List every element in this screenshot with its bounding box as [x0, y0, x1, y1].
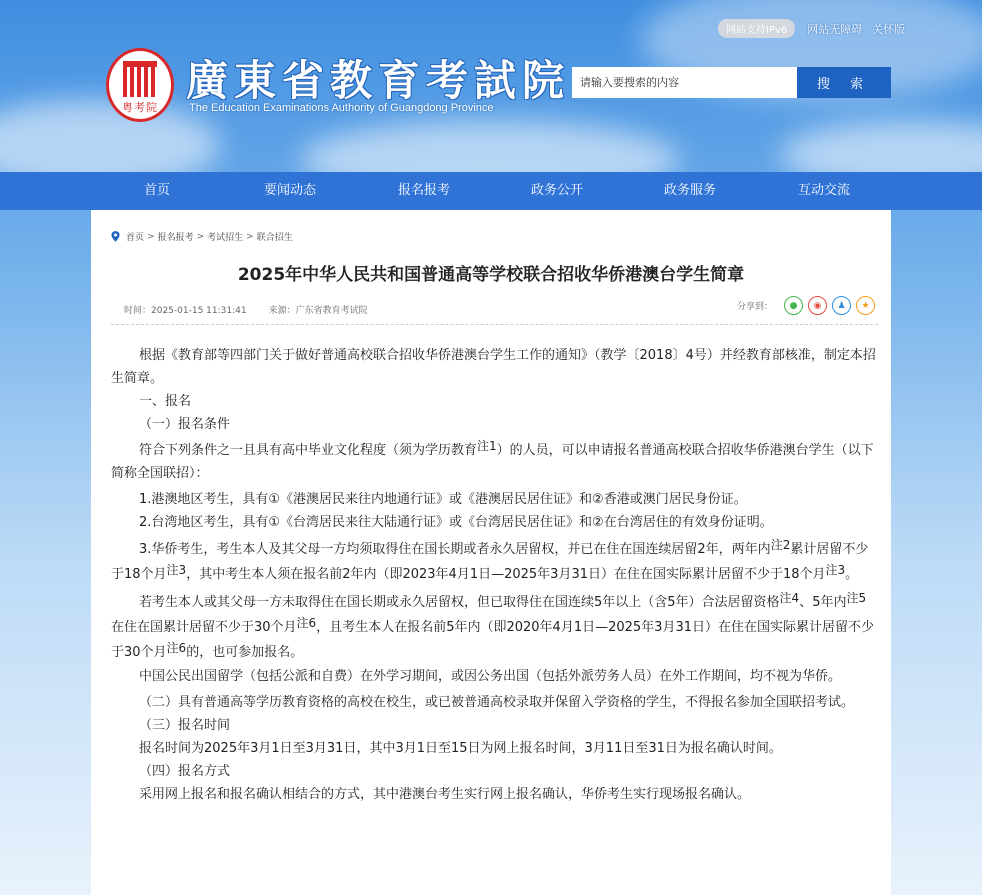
footnote-ref[interactable]: 注6	[296, 616, 317, 630]
weibo-share-icon[interactable]: ◉	[808, 296, 827, 315]
footnote-ref[interactable]: 注3	[166, 563, 187, 577]
footnote-ref[interactable]: 注2	[770, 538, 791, 552]
nav-item-services[interactable]: 政务服务	[663, 183, 717, 198]
cloud-decoration	[0, 100, 220, 172]
footnote-ref[interactable]: 注4	[779, 591, 800, 605]
breadcrumb	[111, 230, 293, 243]
section-heading: 一、报名	[139, 394, 192, 409]
article-body	[111, 344, 879, 806]
site-title[interactable]: 廣東省教育考試院	[186, 56, 571, 105]
search-box	[572, 67, 891, 98]
footnote-ref[interactable]: 注3	[825, 563, 846, 577]
article-title: 2025年中华人民共和国普通高等学校联合招收华侨港澳台学生简章	[237, 265, 745, 285]
breadcrumb-separator: >	[246, 231, 254, 242]
site-header	[0, 0, 982, 172]
subsection-heading: （一）报名条件	[139, 417, 231, 432]
breadcrumb-exam-admission[interactable]: 考试招生	[207, 233, 244, 243]
ipv6-badge: 网站支持IPv6	[718, 19, 795, 38]
list-item: 2.台湾地区考生，具有①《台湾居民来往大陆通行证》或《台湾居民居住证》和②在台湾居住的有效身份证明。	[139, 515, 773, 530]
paragraph: 采用网上报名和报名确认相结合的方式，其中港澳台考生实行网上报名确认，华侨考生实行现场报名确认。	[139, 787, 751, 802]
qq-share-icon[interactable]: ♟	[832, 296, 851, 315]
location-pin-icon	[111, 231, 120, 242]
share-bar	[737, 296, 875, 315]
breadcrumb-separator: >	[196, 231, 205, 242]
subsection-heading: （四）报名方式	[139, 764, 231, 779]
care-mode-link[interactable]: 关怀版	[872, 22, 906, 36]
breadcrumb-joint-admission[interactable]: 联合招生	[256, 233, 293, 243]
nav-item-registration[interactable]: 报名报考	[397, 183, 451, 198]
nav-item-news[interactable]: 要闻动态	[263, 183, 317, 198]
paragraph: （二）具有普通高等学历教育资格的高校在校生，或已被普通高校录取并保留入学资格的学生，不得报名参加全国联招考试。	[139, 695, 855, 710]
subsection-heading: （三）报名时间	[139, 718, 231, 733]
accessibility-link[interactable]: 网站无障碍	[807, 22, 863, 36]
nav-item-interaction[interactable]: 互动交流	[797, 183, 851, 198]
main-nav	[0, 172, 982, 210]
search-input[interactable]	[572, 67, 797, 98]
list-item: 1.港澳地区考生，具有①《港澳居民来往内地通行证》或《港澳居民居住证》和②香港或澳门居民身份证。	[139, 492, 747, 507]
article-container	[91, 210, 891, 895]
list-item: 3.华侨考生，考生本人及其父母一方均须取得住在国长期或者永久居留权，并已在住在国连续居留2年，两年内$^{注2}$累计居留不少于18个月$^{注3}$，其中考生本人须在报名前2年内（即2023年4月1日—2025年3月31日）在住在国实际累计居留不少于18个月$^{注3}$。	[111, 538, 869, 582]
paragraph: 报名时间为2025年3月1日至3月31日，其中3月1日至15日为网上报名时间，3月11日至31日为报名确认时间。	[139, 741, 782, 756]
top-links	[718, 19, 915, 38]
article-meta	[124, 303, 372, 316]
article-source: 来源：广东省教育考试院	[268, 306, 368, 316]
nav-item-public-affairs[interactable]: 政务公开	[530, 183, 584, 198]
search-button[interactable]: 搜 索	[797, 67, 891, 98]
breadcrumb-separator: >	[147, 231, 155, 242]
site-logo-emblem[interactable]	[106, 48, 174, 122]
paragraph: 符合下列条件之一且具有高中毕业文化程度（须为学历教育$^{注1}$）的人员，可以申请报名普通高校联合招收华侨港澳台学生（以下简称全国联招）：	[111, 439, 874, 481]
breadcrumb-registration[interactable]: 报名报考	[157, 233, 194, 243]
emblem-text: 粤考院	[122, 101, 158, 114]
paragraph: 根据《教育部等四部门关于做好普通高校联合招收华侨港澳台学生工作的通知》（教学〔2018〕4号）并经教育部核准，制定本招生简章。	[111, 348, 876, 386]
footnote-ref[interactable]: 注5	[846, 591, 867, 605]
divider	[111, 324, 878, 325]
paragraph: 中国公民出国留学（包括公派和自费）在外学习期间，或因公务出国（包括外派劳务人员）在外工作期间，均不视为华侨。	[139, 669, 842, 684]
footnote-ref[interactable]: 注6	[166, 641, 187, 655]
share-label: 分享到：	[736, 302, 773, 312]
paragraph: 若考生本人或其父母一方未取得住在国长期或永久居留权，但已取得住在国连续5年以上（含5年）合法居留资格$^{注4}$、5年内$^{注5}$在住在国累计居留不少于30个月$^{注6}$，且考生本人在报名前5年内（即2020年4月1日—2025年3月31日）在住在国实际累计居留不少于30个月$^{注6}$的，也可参加报名。	[111, 591, 874, 660]
cloud-decoration	[780, 120, 982, 172]
publish-time: 时间：2025-01-15 11:31:41	[124, 306, 247, 316]
wechat-share-icon[interactable]: ●	[784, 296, 803, 315]
breadcrumb-home[interactable]: 首页	[126, 233, 145, 243]
qzone-share-icon[interactable]: ★	[856, 296, 875, 315]
building-icon	[123, 61, 157, 97]
site-subtitle: The Education Examinations Authority of Guangdong Province	[189, 102, 494, 114]
cloud-decoration	[300, 120, 680, 172]
nav-item-home[interactable]: 首页	[143, 183, 171, 198]
footnote-ref[interactable]: 注1	[477, 439, 497, 453]
